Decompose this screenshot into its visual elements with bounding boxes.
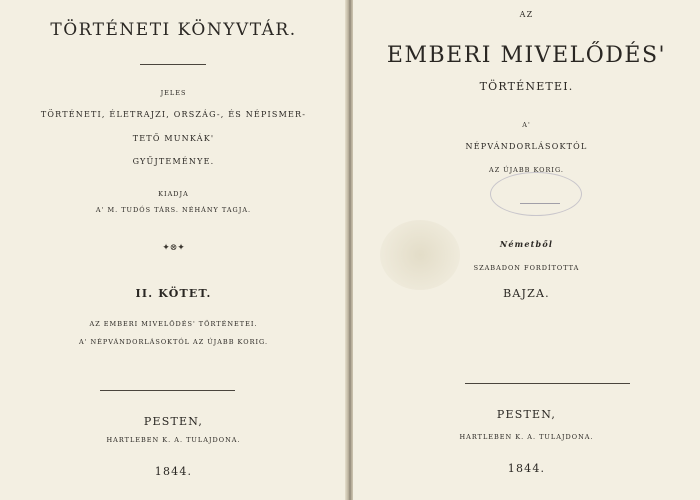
library-stamp [490,172,582,216]
subtitle-line: TÖRTÉNETI, ÉLETRAJZI, ORSZÁG-, ÉS NÉPISMER- [40,110,307,119]
divider [140,64,206,65]
subtitle-line: TETŐ MUNKÁK' [132,134,215,143]
period-from: NÉPVÁNDORLÁSOKTÓL [465,142,588,151]
divider [100,390,235,391]
subtitle-jeles: JELES [160,89,187,97]
imprint-city: PESTEN, [496,408,557,421]
period-to: AZ ÚJABB KORIG. [489,166,564,174]
stamp-mark [520,203,560,204]
volume-title: AZ EMBERI MIVELŐDÉS' TÖRTÉNETEI. [89,320,258,328]
translator: BAJZA. [503,287,550,300]
imprint-year: 1844. [154,465,193,478]
imprint-printer: HARTLEBEN K. A. TULAJDONA. [459,433,594,441]
series-title: TÖRTÉNETI KÖNYVTÁR. [50,20,297,40]
volume-number: II. KÖTET. [135,287,212,300]
imprint-year: 1844. [507,462,546,475]
book-title: EMBERI MIVELŐDÉS' [386,43,667,68]
volume-subtitle: A' NÉPVÁNDORLÁSOKTÓL AZ ÚJABB KORIG. [78,338,269,346]
imprint-city: PESTEN, [143,415,204,428]
publisher: A' M. TUDÓS TÁRS. NÉHÁNY TAGJA. [95,206,252,214]
title-prefix: AZ [519,10,534,19]
paper-stain [380,220,460,290]
subtitle-line: GYŰJTEMÉNYE. [132,157,215,166]
ornament-icon: ✦⊗✦ [162,243,185,253]
left-page [0,0,347,500]
divider [465,383,630,384]
publisher-label: KIADJA [158,190,189,198]
translated-by: SZABADON FORDÍTOTTA [473,264,580,272]
imprint-printer: HARTLEBEN K. A. TULAJDONA. [106,436,241,444]
book-title-suffix: TÖRTÉNETEI. [479,80,574,93]
source-language: Németből [499,239,554,249]
from-prefix: A' [522,121,531,129]
